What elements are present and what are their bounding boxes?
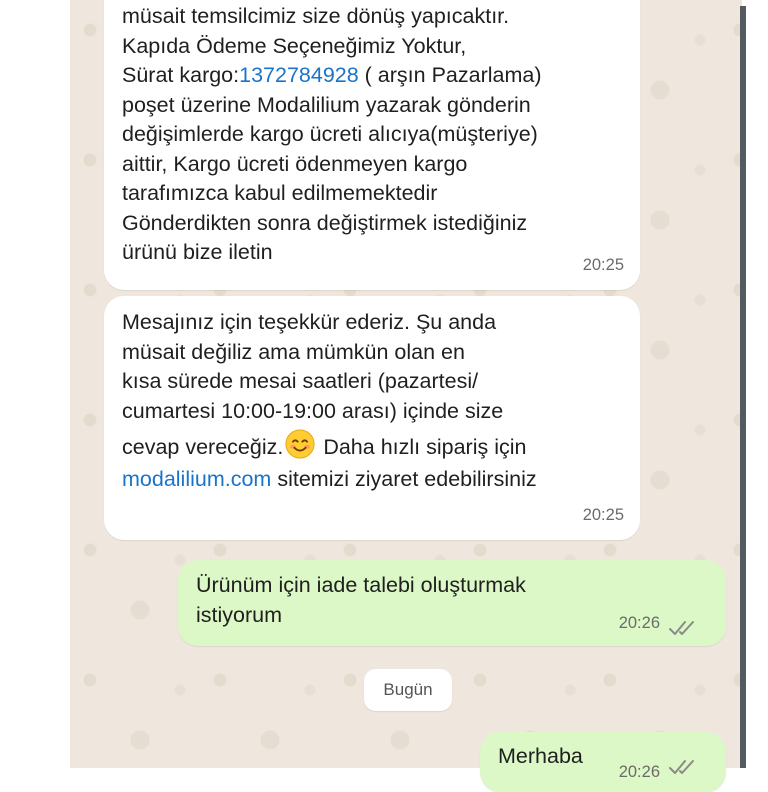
message-line (122, 61, 640, 91)
message-line: Merhaba (498, 744, 583, 768)
message-timestamp: 20:26 (618, 613, 660, 632)
incoming-message-2[interactable] (104, 296, 640, 540)
outgoing-message-1[interactable] (178, 560, 726, 646)
outgoing-message-2[interactable] (480, 732, 726, 792)
message-line: tarafımızca kabul edilmemektedir (122, 181, 438, 205)
message-text: Daha hızlı sipariş için (317, 435, 527, 459)
message-line: Kapıda Ödeme Seçeneğimiz Yoktur, (122, 33, 467, 58)
message-text: cevap vereceğiz. (122, 435, 284, 459)
message-line (122, 429, 640, 463)
incoming-message-1[interactable] (104, 0, 640, 290)
message-line: aittir, Kargo ücreti ödenmeyen kargo (122, 151, 468, 176)
message-line: ürünü bize iletin (122, 240, 273, 264)
message-line: kısa sürede mesai saatleri (pazartesi/ (122, 369, 479, 393)
message-timestamp: 20:25 (582, 255, 624, 274)
message-line: Gönderdikten sonra değiştirmek istediğiniz (122, 210, 528, 235)
message-line: müsait temsilcimiz size dönüş yapıcaktır. (122, 4, 510, 28)
message-line: cumartesi 10:00-19:00 arası) içinde size (122, 398, 504, 423)
message-text: sitemizi ziyaret edebilirsiniz (271, 466, 537, 491)
double-check-read-icon (668, 758, 700, 776)
message-line: müsait değiliz ama mümkün olan en (122, 339, 465, 364)
message-line: poşet üzerine Modalilium yazarak gönderin (122, 92, 531, 117)
message-timestamp: 20:25 (582, 505, 624, 524)
message-line: değişimlerde kargo ücreti alıcıya(müşteriye) (122, 122, 538, 146)
message-line (122, 465, 640, 495)
message-text: Sürat kargo: (122, 63, 240, 87)
message-text: ( arşın Pazarlama) (358, 63, 542, 87)
message-timestamp: 20:26 (618, 763, 660, 781)
phone-number-link[interactable]: 1372784928 (239, 63, 359, 87)
date-separator: Bugün (364, 669, 452, 711)
message-line: istiyorum (196, 602, 283, 627)
smiling-face-icon (285, 429, 315, 459)
website-link[interactable]: modalilium.com (122, 466, 272, 491)
scrollbar[interactable] (740, 6, 746, 768)
double-check-read-icon (668, 619, 700, 637)
message-line: Ürünüm için iade talebi oluşturmak (196, 573, 526, 597)
message-line: Mesajınız için teşekkür ederiz. Şu anda (122, 310, 497, 334)
